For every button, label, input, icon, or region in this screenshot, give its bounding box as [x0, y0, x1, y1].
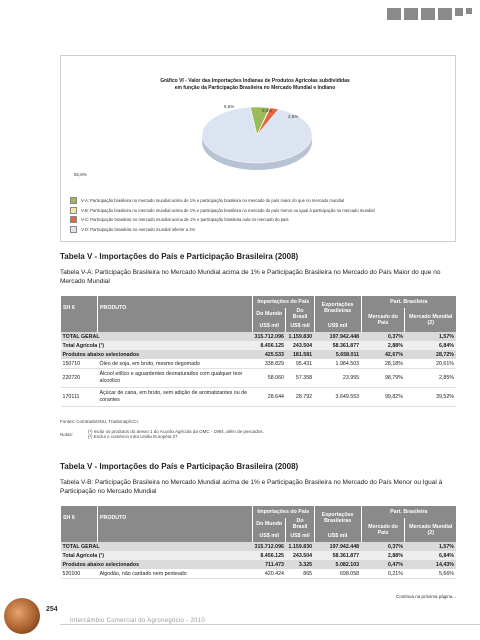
cell-prod: Álcool etílico e aguardentes desnaturados com qualquer teor alcoólico: [98, 369, 253, 388]
cell-mundo: 315.712.096: [254, 543, 284, 550]
section1-subtitle: Tabela V-A: Participação Brasileira no Mercado Mundial acima de 1% e Participação Brasileira no Mercado do País Maior do que no Mercado Mundial: [60, 269, 441, 285]
cell-brasil: 181.581: [286, 350, 314, 359]
cell-exp: 5.082.103: [314, 560, 361, 569]
legend-swatch: [70, 207, 77, 214]
table-row: [61, 369, 457, 388]
col-importacoes: Importações do País: [253, 506, 315, 518]
cell-code: Produtos abaixo selecionados: [61, 560, 253, 569]
cell-code: Total Agrícola (¹): [61, 551, 253, 560]
cell-brasil: 243.504: [286, 551, 314, 560]
col-mercado-mundial: Mercado Mundial (2): [405, 518, 456, 542]
col-usd-exp: US$ mil: [314, 320, 361, 332]
legend-swatch: [70, 226, 77, 233]
nota-2: (²) Exclui o comércio intra União Européia 27.: [88, 434, 179, 439]
col-importacoes: Importações do País: [253, 296, 315, 308]
col-sh6: SH 6: [61, 296, 98, 320]
cell-mundo: 711.473: [253, 560, 286, 569]
col-do-brasil: Do Brasil: [286, 518, 314, 530]
cell-mundo: 315.712.096: [254, 333, 284, 340]
table-row: [61, 388, 457, 407]
cell-pais: 2,88%: [361, 341, 405, 350]
chart-legend: [70, 196, 450, 234]
cell-code: Produtos abaixo selecionados: [61, 350, 253, 359]
page-number: 254: [46, 606, 58, 613]
legend-text: V-B: Participação brasileira no mercado mundial acima de 1% e participação brasileira no mercado do país menor ou igual à participação no mercado mundial: [81, 207, 375, 213]
cell-exp: 5.658.011: [314, 350, 361, 359]
cell-prod: Algodão, não cardado nem penteado: [98, 569, 253, 579]
legend-swatch: [70, 197, 77, 204]
cell-pais: 98,79%: [361, 369, 405, 388]
cell-mundo: 338.829: [253, 359, 286, 369]
cell-exp: 3.649.553: [314, 388, 361, 407]
col-do-mundo: Do Mundo: [253, 308, 286, 320]
col-usd-brasil: US$ mil: [286, 530, 314, 542]
table-row: [61, 341, 457, 350]
col-usd-exp: US$ mil: [314, 530, 361, 542]
cell-mundial: 39,52%: [405, 388, 456, 407]
col-mercado-mundial: Mercado Mundial (2): [405, 308, 456, 332]
cell-mundial: 14,43%: [405, 560, 456, 569]
fontes: Fontes: ComtradeONU, Trademap/CCI.: [60, 419, 140, 424]
col-do-brasil: Do Brasil: [286, 308, 314, 320]
table-row: [61, 542, 457, 551]
cell-brasil: 28.792: [286, 388, 314, 407]
cell-brasil: 243.504: [286, 341, 314, 350]
table-row: [61, 569, 457, 579]
cell-mundial: 1,57%: [405, 332, 456, 341]
cell-mundo: 28.644: [253, 388, 286, 407]
legend-item: [70, 196, 450, 206]
col-produto: PRODUTO: [98, 296, 253, 320]
cell-code: 150710: [61, 359, 98, 369]
cell-mundial: 28,72%: [405, 350, 456, 359]
cell-pais: 28,18%: [361, 359, 405, 369]
cell-code: 520100: [61, 569, 98, 579]
section2-title: Tabela V - Importações do País e Participação Brasileira (2008): [60, 462, 299, 471]
table-row: [61, 350, 457, 359]
cell-brasil: 3.325: [286, 560, 314, 569]
legend-item: [70, 225, 450, 235]
table-row: [61, 332, 457, 341]
cell-brasil: 1.159.830: [286, 542, 314, 551]
cell-code: TOTAL GERAL: [61, 542, 253, 551]
slice-label-vb: 0,3%: [262, 108, 273, 113]
col-part: Part. Brasileira: [361, 506, 456, 518]
cell-exp: 58.361.877: [314, 551, 361, 560]
cell-mundo: 8.456.125: [253, 551, 286, 560]
slice-label-vc: 2,5%: [288, 114, 299, 119]
table-row: [61, 560, 457, 569]
cell-prod: Açúcar de cana, em bruto, sem adição de aromatizantes ou de corantes: [98, 388, 253, 407]
cell-mundo: 58.060: [253, 369, 286, 388]
slice-label-vd: 92,8%: [74, 172, 87, 177]
legend-item: [70, 215, 450, 225]
cell-mundial: 2,85%: [405, 369, 456, 388]
legend-item: [70, 206, 450, 216]
cell-exp: 197.942.448: [314, 332, 361, 341]
cell-code: TOTAL GERAL: [61, 332, 253, 341]
cell-exp: 698.058: [314, 569, 361, 579]
cell-mundo: 425.533: [253, 350, 286, 359]
continua-note: Continua na próxima página...: [395, 594, 456, 599]
notas: [60, 429, 456, 439]
col-usd-mundo: US$ mil: [253, 530, 286, 542]
col-exportacoes: Exportações Brasileiras: [314, 506, 361, 530]
col-produto: PRODUTO: [98, 506, 253, 530]
cell-pais: 0,37%: [361, 542, 405, 551]
cell-pais: 0,47%: [361, 560, 405, 569]
cell-mundial: 6,84%: [405, 551, 456, 560]
cell-mundial: 20,61%: [405, 359, 456, 369]
cell-pais: 0,21%: [361, 569, 405, 579]
col-usd-brasil: US$ mil: [286, 320, 314, 332]
cell-mundo: 420.424: [253, 569, 286, 579]
table-vb: [60, 506, 456, 579]
cell-exp: 1.984.503: [314, 359, 361, 369]
col-sh6: SH 6: [61, 506, 98, 530]
legend-swatch: [70, 216, 77, 223]
footer-text: Intercâmbio Comercial do Agronegócio - 2010: [70, 618, 205, 624]
legend-text: V-A: Participação brasileira no mercado mundial acima de 1% e participação brasileira no mercado do país maior do que no mercado mundial: [81, 198, 345, 204]
table-row: [61, 359, 457, 369]
legend-text: V-C: Participação brasileira no mercado mundial acima de 1% e participação brasileira nula no mercado do país: [81, 217, 289, 223]
cell-exp: 23.955: [314, 369, 361, 388]
cell-pais: 0,37%: [361, 332, 405, 341]
cell-exp: 197.942.448: [314, 542, 361, 551]
cell-brasil: 1.159.830: [286, 332, 314, 341]
notas-label: Notas:: [60, 432, 74, 437]
col-do-mundo: Do Mundo: [253, 518, 286, 530]
slice-label-va: 5,6%: [224, 104, 235, 109]
cell-code: Total Agrícola (¹): [61, 341, 253, 350]
col-mercado-pais: Mercado do País: [361, 308, 405, 332]
cell-mundo: 8.456.125: [253, 341, 286, 350]
section1-title: Tabela V - Importações do País e Participação Brasileira (2008): [60, 252, 299, 261]
cell-prod: Óleo de soja, em bruto, mesmo degomado: [98, 359, 253, 369]
table-va: [60, 296, 456, 407]
cell-code: 220720: [61, 369, 98, 388]
chart-title-line2: em função da Participação Brasileira no Mercado Mundial e Indiano: [174, 85, 336, 91]
cell-brasil: 57.358: [286, 369, 314, 388]
col-mercado-pais: Mercado do País: [361, 518, 405, 542]
col-exportacoes: Exportações Brasileiras: [314, 296, 361, 320]
legend-text: V-D: Participação brasileira no mercado mundial inferior a 1%: [81, 226, 196, 232]
cell-pais: 2,88%: [361, 551, 405, 560]
nota-1: (¹) Inclui os produtos do anexo 1 do Acordo Agrícola da OMC - 1994, além de pescados.: [88, 429, 264, 434]
cell-pais: 99,82%: [361, 388, 405, 407]
cell-exp: 58.361.877: [314, 341, 361, 350]
cell-mundial: 5,66%: [405, 569, 456, 579]
cell-pais: 42,67%: [361, 350, 405, 359]
col-usd-mundo: US$ mil: [253, 320, 286, 332]
col-part: Part. Brasileira: [361, 296, 456, 308]
cell-code: 170111: [61, 388, 98, 407]
cell-mundial: 6,84%: [405, 341, 456, 350]
cell-brasil: 865: [286, 569, 314, 579]
chart-title-line1: Gráfico VI - Valor das Importações Indianas de Produtos Agrícolas subdivididas: [160, 78, 350, 84]
cell-brasil: 95.431: [286, 359, 314, 369]
section2-subtitle: Tabela V-B: Participação Brasileira no Mercado Mundial acima de 1% e Participação Brasileira no Mercado do País Menor ou Igual à Participação no Mercado Mundial: [60, 479, 443, 495]
cell-mundial: 1,57%: [405, 542, 456, 551]
table-row: [61, 551, 457, 560]
